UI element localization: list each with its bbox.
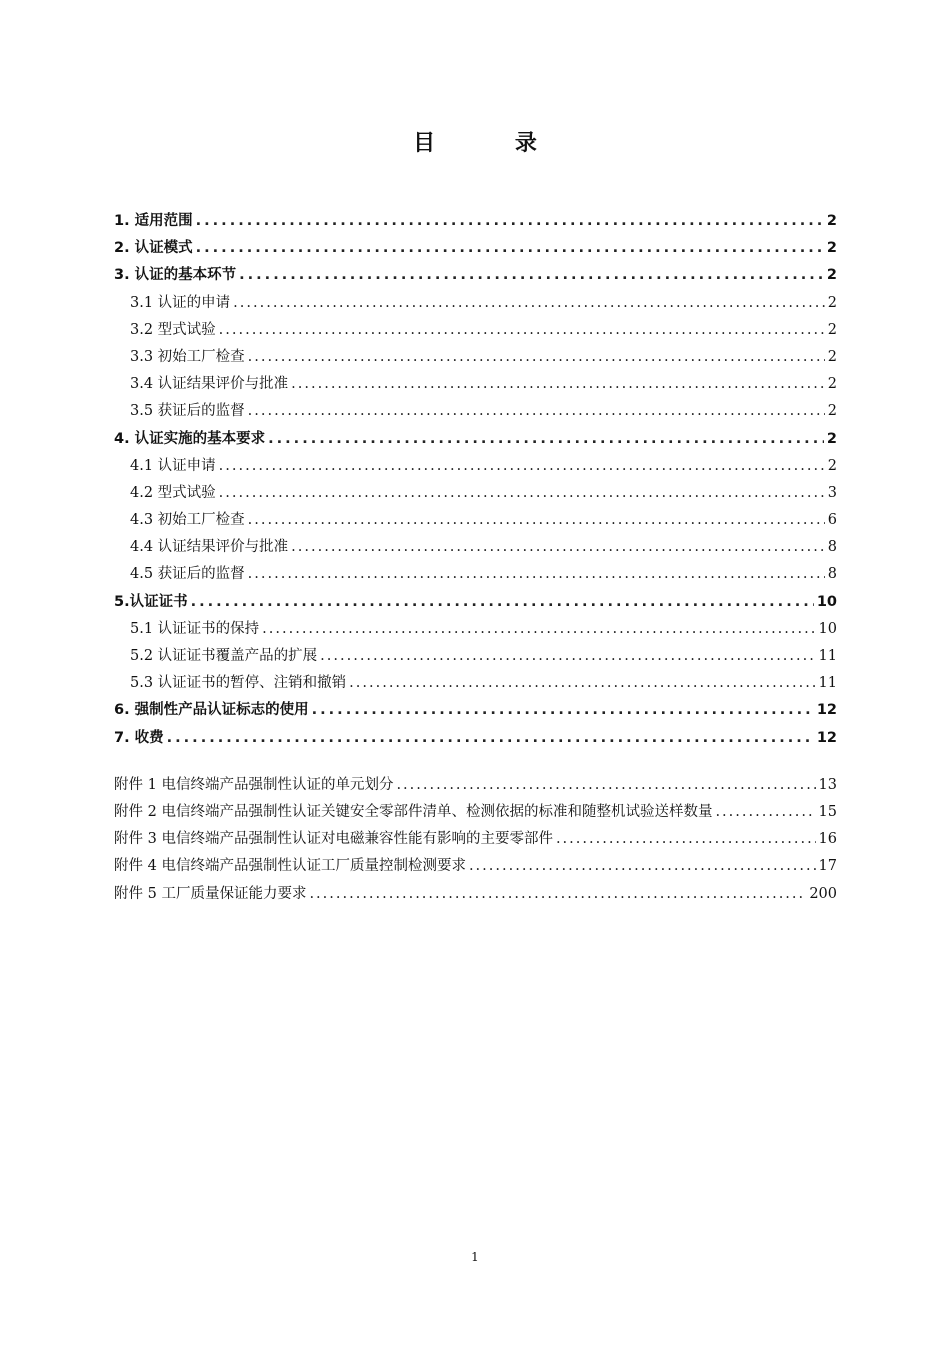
- toc-entry-page: 200: [809, 885, 837, 902]
- toc-dot-leader: [219, 317, 825, 344]
- toc-entry-page: 10: [816, 593, 837, 610]
- toc-entry[interactable]: [114, 344, 837, 371]
- toc-dot-leader: [196, 235, 824, 262]
- toc-entry[interactable]: [114, 507, 837, 534]
- toc-entry[interactable]: [114, 589, 837, 616]
- toc-entry-page: 6: [827, 512, 837, 529]
- toc-entry-label: 附件 2 电信终端产品强制性认证关键安全零部件清单、检测依据的标准和随整机试验送样数量: [114, 803, 713, 820]
- toc-dot-leader: [715, 799, 815, 826]
- page-title: 目 录: [413, 131, 573, 156]
- toc-entry-label: 4.1 认证申请: [130, 457, 216, 474]
- toc-entry[interactable]: [114, 317, 837, 344]
- toc-entry[interactable]: [114, 426, 837, 453]
- toc-entry-label: 5.2 认证证书覆盖产品的扩展: [130, 648, 318, 664]
- toc-entry-page: 2: [827, 376, 837, 393]
- toc-entry-label: 4.4 认证结果评价与批准: [130, 539, 289, 556]
- toc-dot-leader: [248, 561, 825, 588]
- toc-dot-leader: [167, 725, 814, 752]
- toc-entry-page: 15: [818, 803, 837, 820]
- toc-entry-label: 5.认证证书: [114, 593, 188, 610]
- toc-entry[interactable]: [114, 799, 837, 826]
- toc-entry-page: 2: [827, 321, 837, 338]
- toc-entry[interactable]: [114, 881, 837, 908]
- toc-entry-page: 8: [827, 539, 837, 556]
- toc-dot-leader: [219, 453, 825, 480]
- toc-entry-page: 16: [818, 831, 837, 848]
- toc-entry-page: 2: [827, 457, 837, 474]
- toc-entry[interactable]: [114, 853, 837, 880]
- toc-entry-label: 3.3 初始工厂检查: [130, 348, 245, 365]
- toc-entry-page: 13: [818, 776, 837, 793]
- toc-entry-label: 附件 4 电信终端产品强制性认证工厂质量控制检测要求: [114, 858, 466, 875]
- toc-entry-label: 3. 认证的基本环节: [114, 267, 237, 284]
- toc-dot-leader: [291, 371, 825, 398]
- toc-dot-leader: [312, 697, 814, 724]
- toc-dot-leader: [309, 881, 806, 908]
- toc-dot-leader: [248, 344, 825, 371]
- toc-entry[interactable]: [114, 826, 837, 853]
- toc-entry[interactable]: [114, 697, 837, 724]
- toc-entry[interactable]: [114, 235, 837, 262]
- toc-entry-page: 10: [818, 620, 837, 637]
- toc-entry-label: 3.1 认证的申请: [130, 294, 231, 311]
- toc-entry-label: 4. 认证实施的基本要求: [114, 430, 266, 447]
- toc-entry-page: 17: [818, 858, 837, 875]
- toc-entry-label: 5.1 认证证书的保持: [130, 620, 260, 637]
- toc-entry-page: 3: [827, 484, 837, 501]
- toc-entry-page: 2: [826, 267, 837, 284]
- toc-appendix-list: [114, 772, 837, 908]
- toc-dot-leader: [556, 826, 816, 853]
- toc-entry[interactable]: [114, 371, 837, 398]
- toc-main-list: [114, 208, 837, 752]
- toc-dot-leader: [320, 643, 815, 670]
- toc-entry-label: 1. 适用范围: [114, 213, 193, 229]
- toc-entry[interactable]: [114, 561, 837, 588]
- toc-entry-label: 3.5 获证后的监督: [130, 403, 245, 420]
- toc-dot-leader: [291, 534, 825, 561]
- toc-entry-label: 附件 5 工厂质量保证能力要求: [114, 885, 307, 902]
- toc-entry-page: 2: [826, 240, 837, 257]
- toc-entry-label: 附件 1 电信终端产品强制性认证的单元划分: [114, 776, 394, 793]
- toc-entry[interactable]: [114, 616, 837, 643]
- toc-dot-leader: [349, 670, 815, 697]
- toc-entry-page: 12: [816, 729, 837, 746]
- table-of-contents: [114, 208, 837, 908]
- toc-dot-leader: [469, 853, 816, 880]
- toc-entry[interactable]: [114, 772, 837, 799]
- toc-entry-label: 5.3 认证证书的暂停、注销和撤销: [130, 675, 347, 692]
- toc-dot-leader: [191, 589, 814, 616]
- toc-entry-label: 4.3 初始工厂检查: [130, 512, 245, 529]
- toc-dot-leader: [262, 616, 815, 643]
- toc-dot-leader: [239, 262, 824, 289]
- toc-entry-page: 2: [827, 294, 837, 311]
- toc-gap: [114, 752, 837, 772]
- toc-entry-page: 11: [818, 675, 837, 692]
- toc-entry-label: 3.2 型式试验: [130, 321, 216, 338]
- toc-entry-label: 7. 收费: [114, 729, 164, 746]
- toc-entry-page: 12: [816, 702, 837, 719]
- toc-entry-label: 6. 强制性产品认证标志的使用: [114, 702, 309, 719]
- toc-entry-page: 8: [827, 566, 837, 583]
- toc-entry-label: 3.4 认证结果评价与批准: [130, 376, 289, 393]
- toc-dot-leader: [233, 290, 825, 317]
- toc-dot-leader: [248, 507, 825, 534]
- toc-entry-label: 4.5 获证后的监督: [130, 566, 245, 583]
- toc-dot-leader: [396, 772, 815, 799]
- toc-entry[interactable]: [114, 290, 837, 317]
- toc-dot-leader: [219, 480, 825, 507]
- toc-entry[interactable]: [114, 262, 837, 289]
- toc-entry-label: 2. 认证模式: [114, 240, 193, 257]
- toc-entry[interactable]: [114, 725, 837, 752]
- toc-entry[interactable]: [114, 453, 837, 480]
- toc-entry[interactable]: [114, 480, 837, 507]
- toc-entry-label: 附件 3 电信终端产品强制性认证对电磁兼容性能有影响的主要零部件: [114, 831, 553, 848]
- toc-entry[interactable]: [114, 208, 837, 235]
- toc-entry-page: 2: [826, 213, 837, 229]
- toc-dot-leader: [248, 398, 825, 425]
- toc-entry-page: 11: [818, 648, 837, 664]
- toc-entry-page: 2: [827, 348, 837, 365]
- toc-entry[interactable]: [114, 534, 837, 561]
- page-number: 1: [471, 1250, 479, 1264]
- toc-dot-leader: [268, 426, 824, 453]
- toc-entry[interactable]: [114, 670, 837, 697]
- toc-dot-leader: [196, 208, 824, 235]
- toc-entry[interactable]: [114, 643, 837, 670]
- toc-entry-label: 4.2 型式试验: [130, 484, 216, 501]
- toc-entry-page: 2: [826, 430, 837, 447]
- toc-entry-page: 2: [827, 403, 837, 420]
- toc-entry[interactable]: [114, 398, 837, 425]
